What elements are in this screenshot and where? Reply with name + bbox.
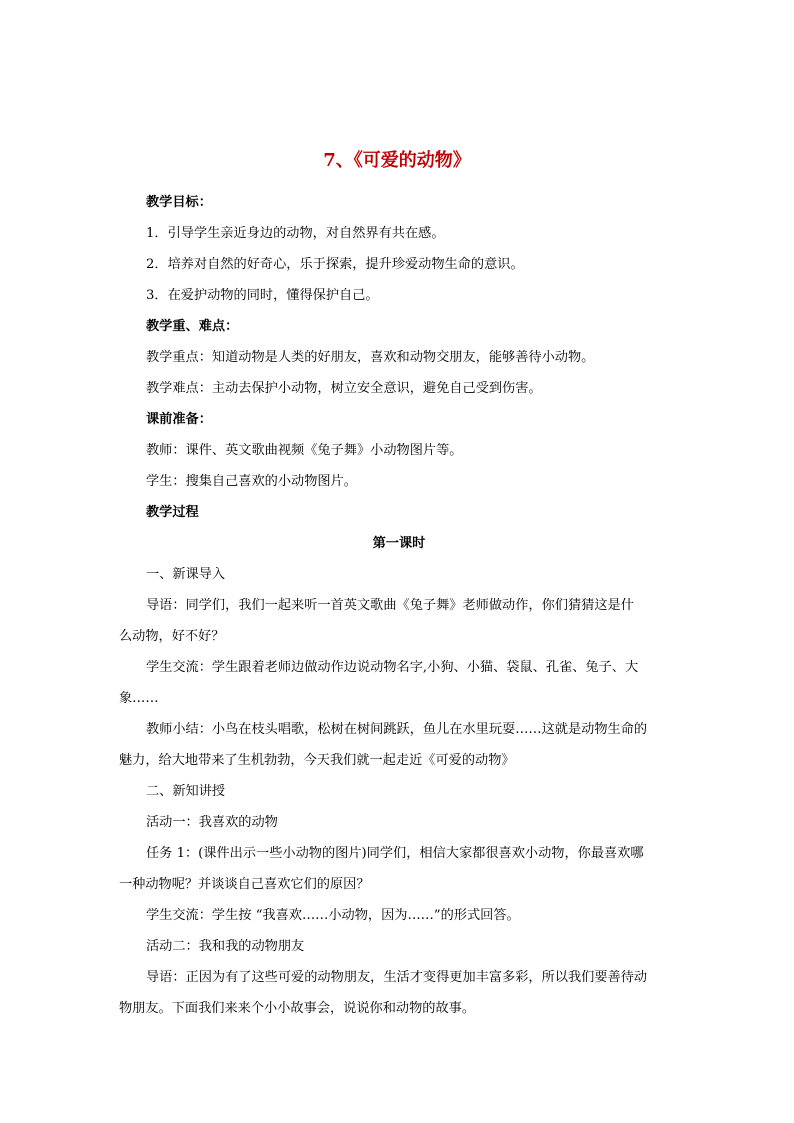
goal-item-2: 2．培养对自然的好奇心，乐于探索，提升珍爱动物生命的意识。 <box>146 257 524 272</box>
prep-heading: 课前准备： <box>146 412 212 427</box>
intro-line-2: 么动物，好不好？ <box>119 629 225 644</box>
key-points-heading: 教学重、难点： <box>146 319 239 334</box>
activity1-heading: 活动一：我喜欢的动物 <box>146 815 278 830</box>
guide2-line-1: 导语：正因为有了这些可爱的动物朋友，生活才变得更加丰富多彩，所以我们要善待动 <box>146 970 648 985</box>
part2-heading: 二、新知讲授 <box>146 784 226 799</box>
guide2-paragraph <box>119 962 679 1024</box>
document-body <box>119 187 679 1024</box>
exchange1-line-2: 象…… <box>119 691 159 706</box>
prep-student: 学生：搜集自己喜欢的小动物图片。 <box>146 474 357 489</box>
task1-line-1: 任务 1：(课件出示一些小动物的图片)同学们，相信大家都很喜欢小动物，你最喜欢哪 <box>146 846 644 861</box>
process-heading: 教学过程 <box>146 505 199 520</box>
goals-heading: 教学目标： <box>146 195 212 210</box>
summary-paragraph <box>119 714 679 776</box>
exchange2-paragraph: 学生交流：学生按 “我喜欢……小动物，因为……”的形式回答。 <box>146 908 520 923</box>
intro-paragraph <box>119 590 679 652</box>
summary-line-2: 魅力，给大地带来了生机勃勃，今天我们就一起走近《可爱的动物》 <box>119 753 515 768</box>
key-point: 教学重点：知道动物是人类的好朋友，喜欢和动物交朋友，能够善待小动物。 <box>146 350 595 365</box>
goal-item-1: 1．引导学生亲近身边的动物，对自然界有共在感。 <box>146 226 445 241</box>
goal-item-3: 3．在爱护动物的同时，懂得保护自己。 <box>146 288 379 303</box>
document-title: 7、《可爱的动物》 <box>323 150 471 171</box>
exchange1-line-1: 学生交流：学生跟着老师边做动作边说动物名字,小狗、小猫、袋鼠、孔雀、兔子、大 <box>146 660 639 675</box>
task1-paragraph <box>119 838 679 900</box>
difficult-point: 教学难点：主动去保护小动物，树立安全意识，避免自己受到伤害。 <box>146 381 542 396</box>
guide2-line-2: 物朋友。下面我们来来个小小故事会，说说你和动物的故事。 <box>119 1001 476 1016</box>
prep-teacher: 教师：课件、英文歌曲视频《兔子舞》小动物图片等。 <box>146 443 463 458</box>
intro-line-1: 导语：同学们，我们一起来听一首英文歌曲《兔子舞》老师做动作，你们猜猜这是什 <box>146 598 634 613</box>
activity2-heading: 活动二：我和我的动物朋友 <box>146 939 305 954</box>
part1-heading: 一、新课导入 <box>146 567 226 582</box>
summary-line-1: 教师小结：小鸟在枝头唱歌，松树在树间跳跃，鱼儿在水里玩耍……这就是动物生命的 <box>146 722 648 737</box>
task1-line-2: 一种动物呢？并谈谈自己喜欢它们的原因？ <box>119 877 370 892</box>
exchange1-paragraph <box>119 652 679 714</box>
lesson-heading: 第一课时 <box>372 536 426 551</box>
